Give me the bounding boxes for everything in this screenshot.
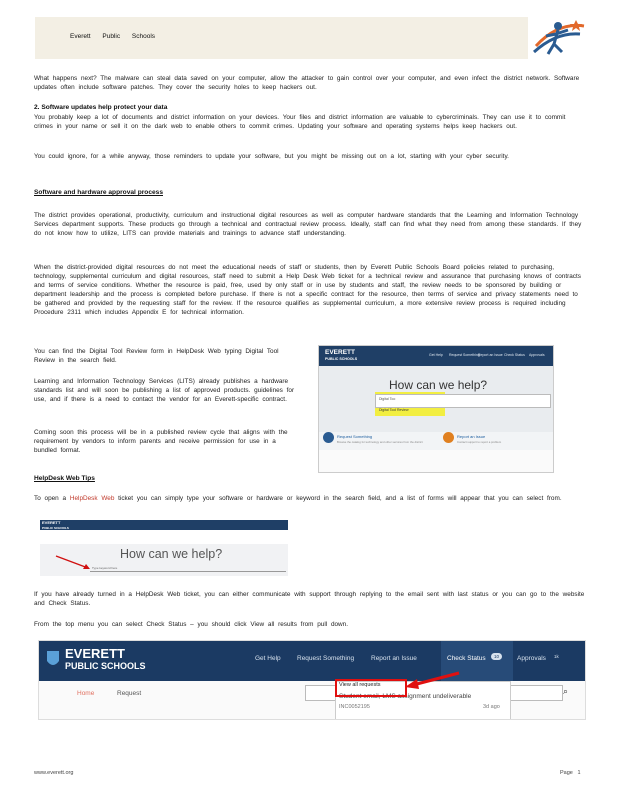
screenshot1-nav-report-issue[interactable]: Report an Issue <box>478 353 503 357</box>
footer-url[interactable]: www.everett.org <box>34 770 74 776</box>
approval-paragraph-5: Coming soon this process will be in a published review cycle that aligns with the requirement by vendors to inform parents and receive permission for use in a bundled format. <box>34 429 288 454</box>
screenshot2-nav-bar <box>40 520 288 530</box>
approval-paragraph-4: Learning and Information Technology Services (LITS) already publishes a hardware standards list and will soon be publishing a list of approved products. guidelines for use, and if there is a need to contact the vendor for an Everett-specific contract. <box>34 378 295 403</box>
helpdesk-screenshot-how-can-we-help <box>40 520 288 576</box>
approval-paragraph-1: The district provides operational, productivity, curriculum and instructional digital resources as well as computer hardware standards that the Learning and Information Technology Services department supports. These products go through a technical and contractual review process. Ideally, staff can find what they need from among these standards. If they do not know how to utilize, LITS can provide materials and trainings to advance staff understanding. <box>34 212 582 237</box>
web-link[interactable]: Web <box>101 495 115 502</box>
district-logo-small-icon <box>45 649 61 669</box>
section2-heading: 2. Software updates help protect your data <box>34 104 168 111</box>
search-icon[interactable]: ⌕ <box>563 686 569 696</box>
screenshot2-hero-title: How can we help? <box>120 547 223 561</box>
dropdown-incident-age: 3d ago <box>483 704 500 710</box>
dropdown-incident-number[interactable]: INC0052195 <box>339 704 370 710</box>
screenshot2-search-placeholder[interactable]: Type keyword here <box>92 566 118 570</box>
helpdesk-paragraph-1: To open a HelpDesk Web ticket you can simply type your software or hardware or keyword in the search field, and a list of forms will appear that you can select from. <box>34 495 562 502</box>
report-issue-icon <box>443 432 454 443</box>
helpdesk-screenshot-check-status <box>38 640 586 720</box>
view-all-requests-item[interactable]: View all requests <box>339 682 381 688</box>
helpdesk-paragraph-3: From the top menu you can select Check Status – you should click View all results from pull down. <box>34 621 349 628</box>
screenshot1-card-request[interactable]: Request Something <box>337 434 373 439</box>
footer-page-label: Page 1 <box>560 770 581 776</box>
approval-heading: Software and hardware approval process <box>34 189 163 196</box>
request-something-icon <box>323 432 334 443</box>
screenshot2-search-underline <box>90 571 286 572</box>
screenshot3-nav-request-something[interactable]: Request Something <box>297 655 355 662</box>
breadcrumb-current: Request <box>117 690 142 697</box>
helpdesk-link[interactable]: HelpDesk <box>69 495 98 502</box>
screenshot1-nav-check-status[interactable]: Check Status <box>504 353 525 357</box>
section2-body: You probably keep a lot of documents and district information on your devices. Your files and district information are valuable to cybercriminals. They can use it to commit crimes in your name or sell it on the dark web to enable others to commit crimes. Updating your software and operating systems helps keep hackers out. <box>34 114 566 130</box>
document-header-title: Everett Public Schools <box>70 33 156 40</box>
district-logo-icon <box>528 12 588 64</box>
footer-page-number: 1 <box>577 770 581 776</box>
screenshot1-card-report-sub: Contact support to report a problem <box>457 440 502 444</box>
screenshot3-logo: EVERETT PUBLIC SCHOOLS <box>65 646 146 671</box>
approvals-badge: 1k <box>554 654 559 659</box>
screenshot1-suggestion[interactable]: Digital Tool Review <box>379 408 409 412</box>
check-status-badge: 10 <box>491 653 502 660</box>
screenshot1-lower-bar <box>319 450 553 472</box>
dropdown-request-item[interactable]: Student email, LMS assignment undeliverable <box>339 693 472 700</box>
helpdesk-paragraph-2: If you have already turned in a HelpDesk Web ticket, you can either communicate with support through replying to the email sent with last status or you can go to the website and Check Status. <box>34 591 585 607</box>
screenshot1-search-input[interactable] <box>375 394 551 408</box>
screenshot1-search-text: Digital Too <box>379 397 396 401</box>
intro-paragraph: What happens next? The malware can steal data saved on your computer, allow the attacker to gain control over your computer, and even infect the district network. Software updates often include software patches. They cover the security holes to keep hackers out. <box>34 75 580 91</box>
approval-paragraph-2: When the district-provided digital resources do not meet the educational needs of staff or students, then by Everett Public Schools Board policies related to purchasing, technology, supplemental curriculum and digital resources, staff need to submit a Help Desk Web ticket for a technical review and assurance that purchasing knows of contracts and terms of service conditions. Whether the resource is paid, free, used by only staff or in use by students and staff, the review needs to be sponsored by building or department leadership and the process is completed before purchase. If there is not a specific contract for the resource, then terms of service and privacy statements need to be gathered and provided by the requesting staff for the review. If the resource qualifies as supplemental curriculum, a more extensive review process is required including Procedure 2311 which includes Appendix E for technical information. <box>34 264 581 316</box>
screenshot2-logo: EVERETT PUBLIC SCHOOLS <box>42 520 69 530</box>
red-highlight-box <box>335 679 407 697</box>
red-arrow-icon <box>54 554 94 572</box>
screenshot1-card-request-sub: Browse the catalog for technology and other services from the district <box>337 440 423 444</box>
breadcrumb-home[interactable]: Home <box>77 690 95 697</box>
screenshot1-logo: EVERETT PUBLIC SCHOOLS <box>325 349 358 361</box>
screenshot1-hero-title: How can we help? <box>389 378 488 392</box>
red-arrow-icon <box>401 669 461 691</box>
screenshot3-nav-get-help[interactable]: Get Help <box>255 655 281 662</box>
helpdesk-screenshot-search <box>318 345 554 473</box>
screenshot1-nav-request-something[interactable]: Request Something <box>449 353 480 357</box>
ignore-paragraph: You could ignore, for a while anyway, those reminders to update your software, but you might be missing out on a lot, starting with your cyber security. <box>34 153 509 160</box>
screenshot3-nav-report-issue[interactable]: Report an Issue <box>371 655 417 662</box>
screenshot1-nav-get-help[interactable]: Get Help <box>429 353 443 357</box>
helpdesk-heading: HelpDesk Web Tips <box>34 475 95 482</box>
screenshot1-card-report[interactable]: Report an Issue <box>457 434 486 439</box>
approval-paragraph-3: You can find the Digital Tool Review form in HelpDesk Web typing Digital Tool Review in the search field. <box>34 348 279 364</box>
screenshot3-nav-approvals[interactable]: Approvals <box>517 655 546 662</box>
screenshot1-nav-approvals[interactable]: Approvals <box>529 353 545 357</box>
screenshot3-nav-check-status[interactable]: Check Status <box>447 655 486 662</box>
